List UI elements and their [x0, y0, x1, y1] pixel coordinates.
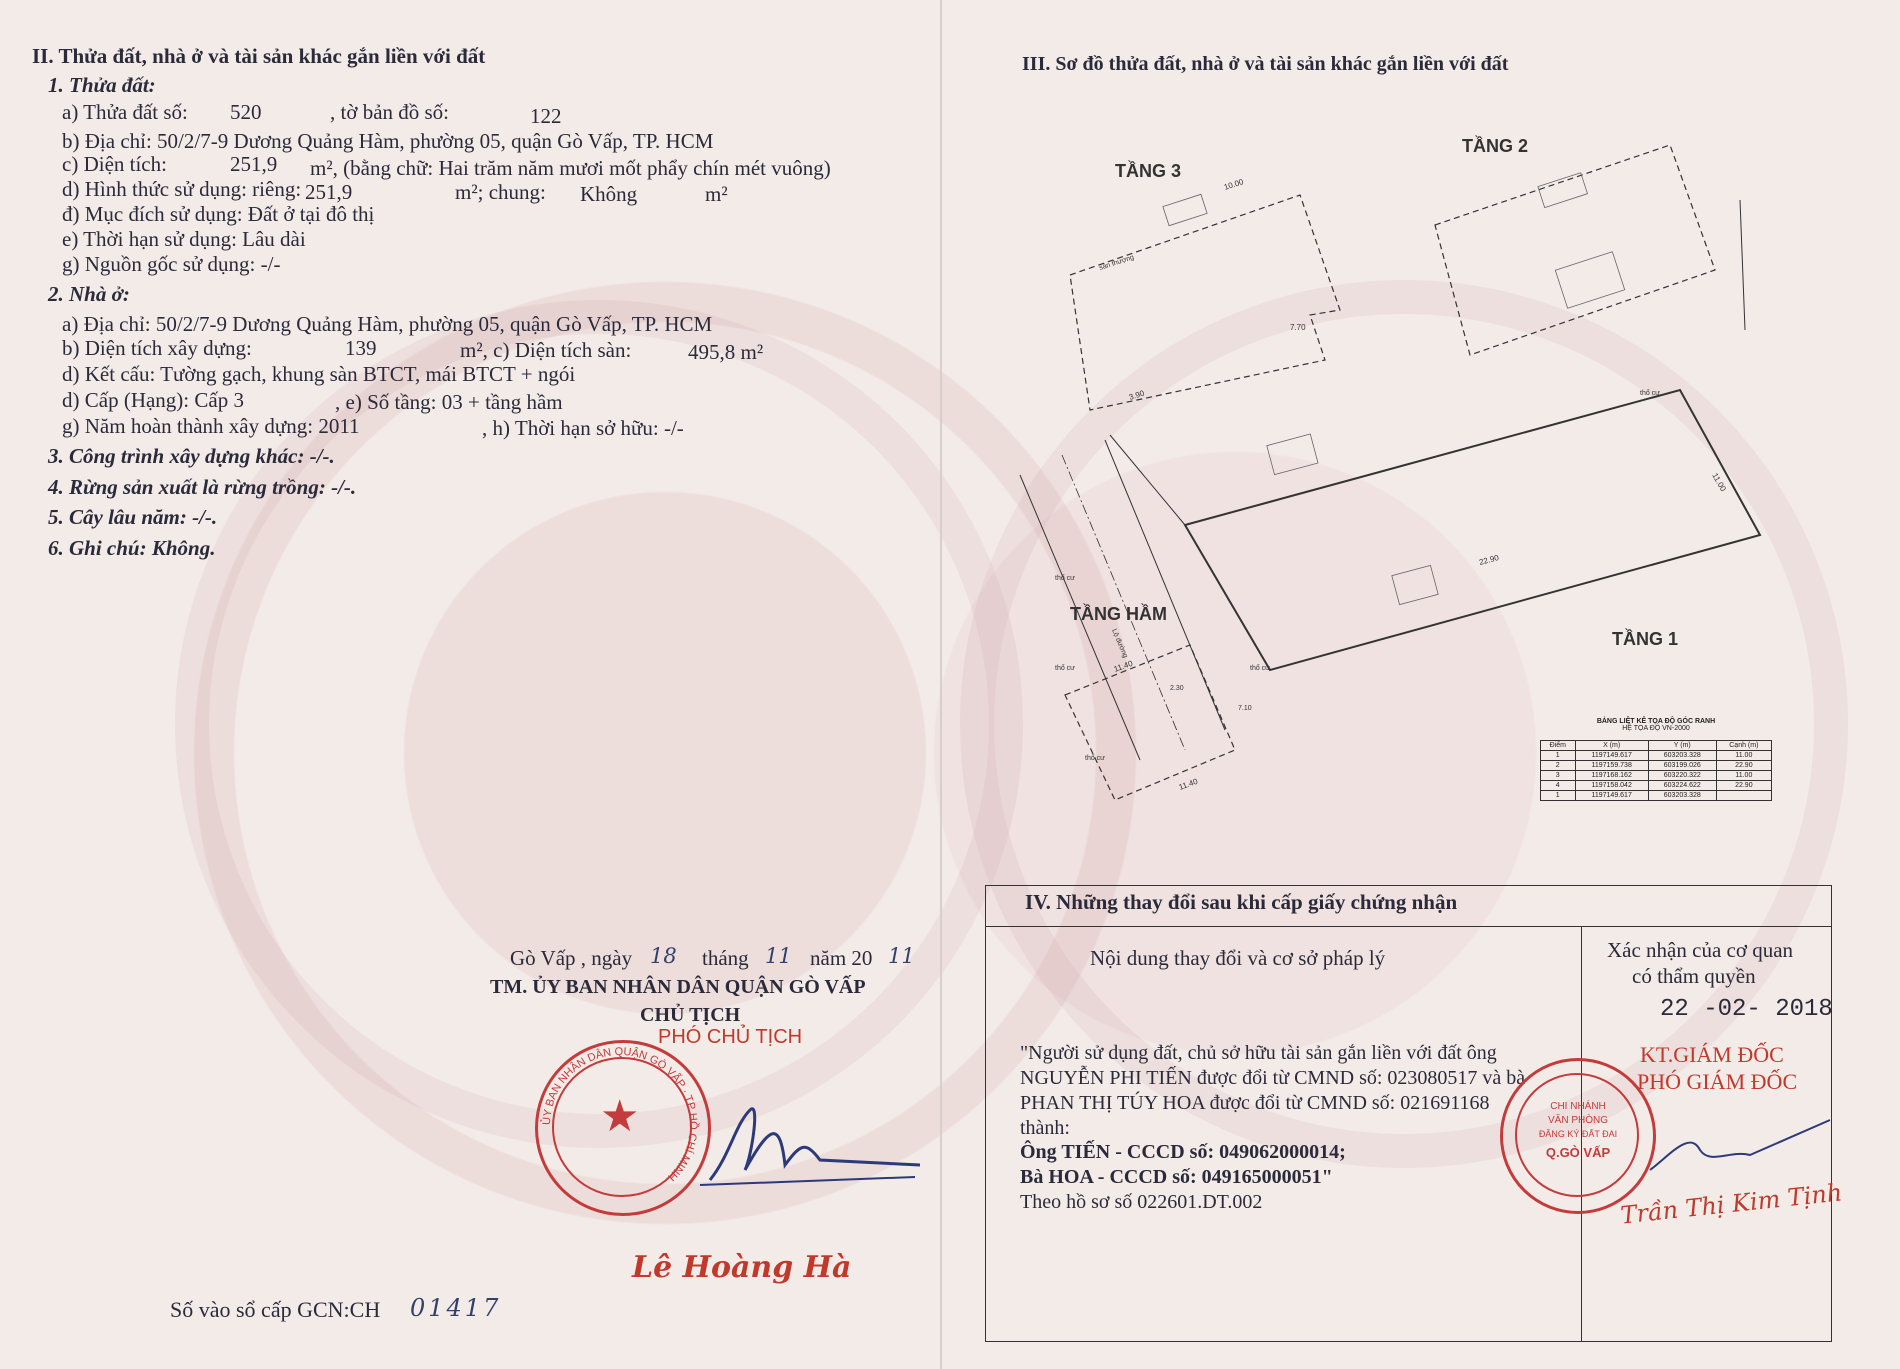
svg-text:thổ cư: thổ cư [1055, 575, 1075, 582]
vice-chairman-stamp: PHÓ CHỦ TỊCH [658, 1026, 803, 1048]
issue-month-label: tháng [702, 946, 749, 970]
svg-text:22.90: 22.90 [1478, 553, 1500, 567]
land-usage-unit: m² [705, 182, 728, 206]
land-map-value: 122 [530, 104, 562, 128]
land-usage-private: 251,9 [305, 180, 353, 204]
change-deputy-title: PHÓ GIÁM ĐỐC [1637, 1069, 1798, 1094]
coord-table-subtitle: HỆ TỌA ĐỘ VN-2000 [1622, 725, 1690, 732]
chairman-title: CHỦ TỊCH [640, 1004, 741, 1026]
land-heading: 1. Thửa đất: [48, 73, 156, 97]
floor2-outline [1435, 145, 1715, 355]
svg-text:10.00: 10.00 [1222, 177, 1245, 192]
chairman-name: Lê Hoàng Hà [632, 1250, 852, 1285]
deputy-name: Trần Thị Kim Tịnh [1619, 1178, 1844, 1230]
coord-row: 2 1197159.738 603199.026 22.90 [1541, 761, 1772, 771]
seal-ring-text [535, 1040, 705, 1210]
svg-text:3.90: 3.90 [1127, 388, 1146, 402]
issue-year-label: năm 20 [810, 946, 873, 970]
land-usage-label: d) Hình thức sử dụng: riêng: [62, 177, 302, 201]
land-term: e) Thời hạn sử dụng: Lâu dài [62, 227, 306, 251]
svg-text:7.10: 7.10 [1238, 705, 1252, 712]
house-floor-area-value: 495,8 m² [688, 340, 764, 364]
issue-month: 11 [765, 944, 792, 968]
house-build-area-value: 139 [345, 336, 377, 360]
svg-text:thổ cư: thổ cư [1055, 665, 1075, 672]
coord-row: 4 1197158.042 603224.622 22.90 [1541, 781, 1772, 791]
land-parcel-label: a) Thửa đất số: [62, 100, 188, 124]
svg-text:thổ cư: thổ cư [1085, 755, 1105, 762]
left-page [0, 0, 940, 1369]
section-iii-title: III. Sơ đồ thửa đất, nhà ở và tài sản khác gắn liền với đất [1022, 53, 1509, 75]
changes-col-content: Nội dung thay đổi và cơ sở pháp lý [1090, 946, 1386, 970]
house-floors: , e) Số tầng: 03 + tầng hầm [335, 390, 563, 414]
coord-row: 1 1197149.617 603203.328 [1541, 791, 1772, 801]
land-area-label: c) Diện tích: [62, 152, 167, 176]
changes-title: IV. Những thay đổi sau khi cấp giấy chứng nhận [1025, 890, 1458, 914]
change-line-4: thành: [1020, 1117, 1070, 1139]
floor1-label: TẦNG 1 [1612, 629, 1679, 649]
svg-text:11.00: 11.00 [1710, 471, 1728, 493]
svg-text:11.40: 11.40 [1112, 658, 1134, 674]
house-floor-area-label: m², c) Diện tích sàn: [460, 338, 632, 362]
change-line-3: PHAN THỊ TÚY HOA được đổi từ CMND số: 021691168 [1020, 1092, 1490, 1114]
change-line-5: Ông TIẾN - CCCD số: 049062000014; [1020, 1141, 1346, 1163]
basement-label: TẦNG HẦM [1070, 604, 1167, 624]
house-grade: d) Cấp (Hạng): Cấp 3 [62, 388, 244, 412]
svg-text:thổ cư: thổ cư [1250, 665, 1270, 672]
coord-table-title: BẢNG LIỆT KÊ TỌA ĐỘ GÓC RANH [1596, 718, 1716, 725]
land-area-words: m², (bằng chữ: Hai trăm năm mươi mốt phẩy chín mét vuông) [310, 156, 831, 180]
land-map-label: , tờ bản đồ số: [330, 100, 450, 124]
svg-text:2.30: 2.30 [1170, 685, 1184, 692]
deputy-signature [1640, 1100, 1840, 1180]
coordinate-table: BẢNG LIỆT KÊ TỌA ĐỘ GÓC RANH HỆ TỌA ĐỘ VN-2000 Điểm X (m) Y (m) Cạnh (m) 1 1197149.617 603203.328 11.00 2 1197159.738 603199.026 22.90 3 1197168.162 603220.322 11.00 4 1197158.042 603224.622 22.90 1 1197149.617 603203.328 [1540, 718, 1772, 801]
issue-year: 11 [888, 944, 915, 968]
floor3-outline [1070, 195, 1340, 410]
land-usage-common: Không [580, 182, 638, 206]
house-build-area-label: b) Diện tích xây dựng: [62, 336, 252, 360]
district-seal [535, 1040, 711, 1216]
register-number: 01417 [410, 1294, 502, 1322]
house-heading: 2. Nhà ở: [48, 282, 130, 306]
svg-text:sân thượng: sân thượng [1098, 254, 1135, 272]
item-other-constructions: 3. Công trình xây dựng khác: -/-. [48, 444, 335, 468]
registration-office-seal: CHI NHÁNH VĂN PHÒNG ĐĂNG KÝ ĐẤT ĐAI Q.GÒ VẤP [1500, 1058, 1656, 1214]
road-edge-2 [1105, 440, 1225, 730]
change-date-stamp: 22 -02- 2018 [1660, 996, 1833, 1023]
svg-text:Lộ đường: Lộ đường [1110, 628, 1129, 660]
svg-text:11.40: 11.40 [1177, 776, 1199, 792]
house-completion-year: g) Năm hoàn thành xây dựng: 2011 [62, 414, 360, 438]
section-ii-title: II. Thửa đất, nhà ở và tài sản khác gắn liền với đất [32, 44, 486, 68]
house-address: a) Địa chỉ: 50/2/7-9 Dương Quảng Hàm, phường 05, quận Gò Vấp, TP. HCM [62, 312, 713, 336]
change-line-7: Theo hồ sơ số 022601.DT.002 [1020, 1191, 1263, 1213]
basement-outline [1065, 645, 1235, 800]
changes-col-confirm-2: có thẩm quyền [1632, 964, 1756, 988]
coord-row: 1 1197149.617 603203.328 11.00 [1541, 751, 1772, 761]
page-fold [940, 0, 942, 1369]
change-line-6: Bà HOA - CCCD số: 049165000051" [1020, 1166, 1333, 1188]
road-axis [1062, 455, 1185, 750]
house-ownership-term: , h) Thời hạn sở hữu: -/- [482, 416, 684, 440]
land-area-value: 251,9 [230, 152, 278, 176]
floor2-label: TẦNG 2 [1462, 136, 1529, 156]
item-notes: 6. Ghi chú: Không. [48, 536, 216, 560]
issuing-authority: TM. ỦY BAN NHÂN DÂN QUẬN GÒ VẤP [490, 976, 866, 998]
land-purpose: đ) Mục đích sử dụng: Đất ở tại đô thị [62, 202, 375, 226]
register-label: Số vào sổ cấp GCN:CH [170, 1297, 381, 1322]
floor1-outline [1185, 390, 1760, 670]
coord-row: 3 1197168.162 603220.322 11.00 [1541, 771, 1772, 781]
issue-day: 18 [650, 944, 677, 968]
svg-text:ỦY BAN NHÂN DÂN QUẬN GÒ VẤP ·: ỦY BAN NHÂN DÂN QUẬN GÒ VẤP · TP HỒ CHÍ MINH [540, 1045, 700, 1184]
svg-text:thổ cư: thổ cư [1640, 390, 1660, 397]
issue-place: Gò Vấp , ngày [510, 946, 633, 970]
item-perennial-trees: 5. Cây lâu năm: -/-. [48, 505, 218, 529]
seal-star-icon: ★ [600, 1091, 640, 1142]
svg-text:7.70: 7.70 [1290, 323, 1306, 332]
land-usage-mid: m²; chung: [455, 180, 546, 204]
change-kt-title: KT.GIÁM ĐỐC [1640, 1042, 1784, 1067]
chairman-signature [690, 1085, 930, 1195]
floor3-label: TẦNG 3 [1115, 161, 1182, 181]
land-address: b) Địa chỉ: 50/2/7-9 Dương Quảng Hàm, phường 05, quận Gò Vấp, TP. HCM [62, 129, 714, 153]
change-line-2: NGUYỄN PHI TIẾN được đổi từ CMND số: 023080517 và bà [1020, 1067, 1526, 1089]
change-line-1: "Người sử dụng đất, chủ sở hữu tài sản gắn liền với đất ông [1020, 1042, 1497, 1064]
item-planted-forest: 4. Rừng sản xuất là rừng trồng: -/-. [48, 475, 357, 499]
house-structure: d) Kết cấu: Tường gạch, khung sàn BTCT, mái BTCT + ngói [62, 362, 576, 386]
land-parcel-value: 520 [230, 100, 262, 124]
land-origin: g) Nguồn gốc sử dụng: -/- [62, 252, 281, 276]
changes-col-confirm-1: Xác nhận của cơ quan [1607, 938, 1794, 962]
